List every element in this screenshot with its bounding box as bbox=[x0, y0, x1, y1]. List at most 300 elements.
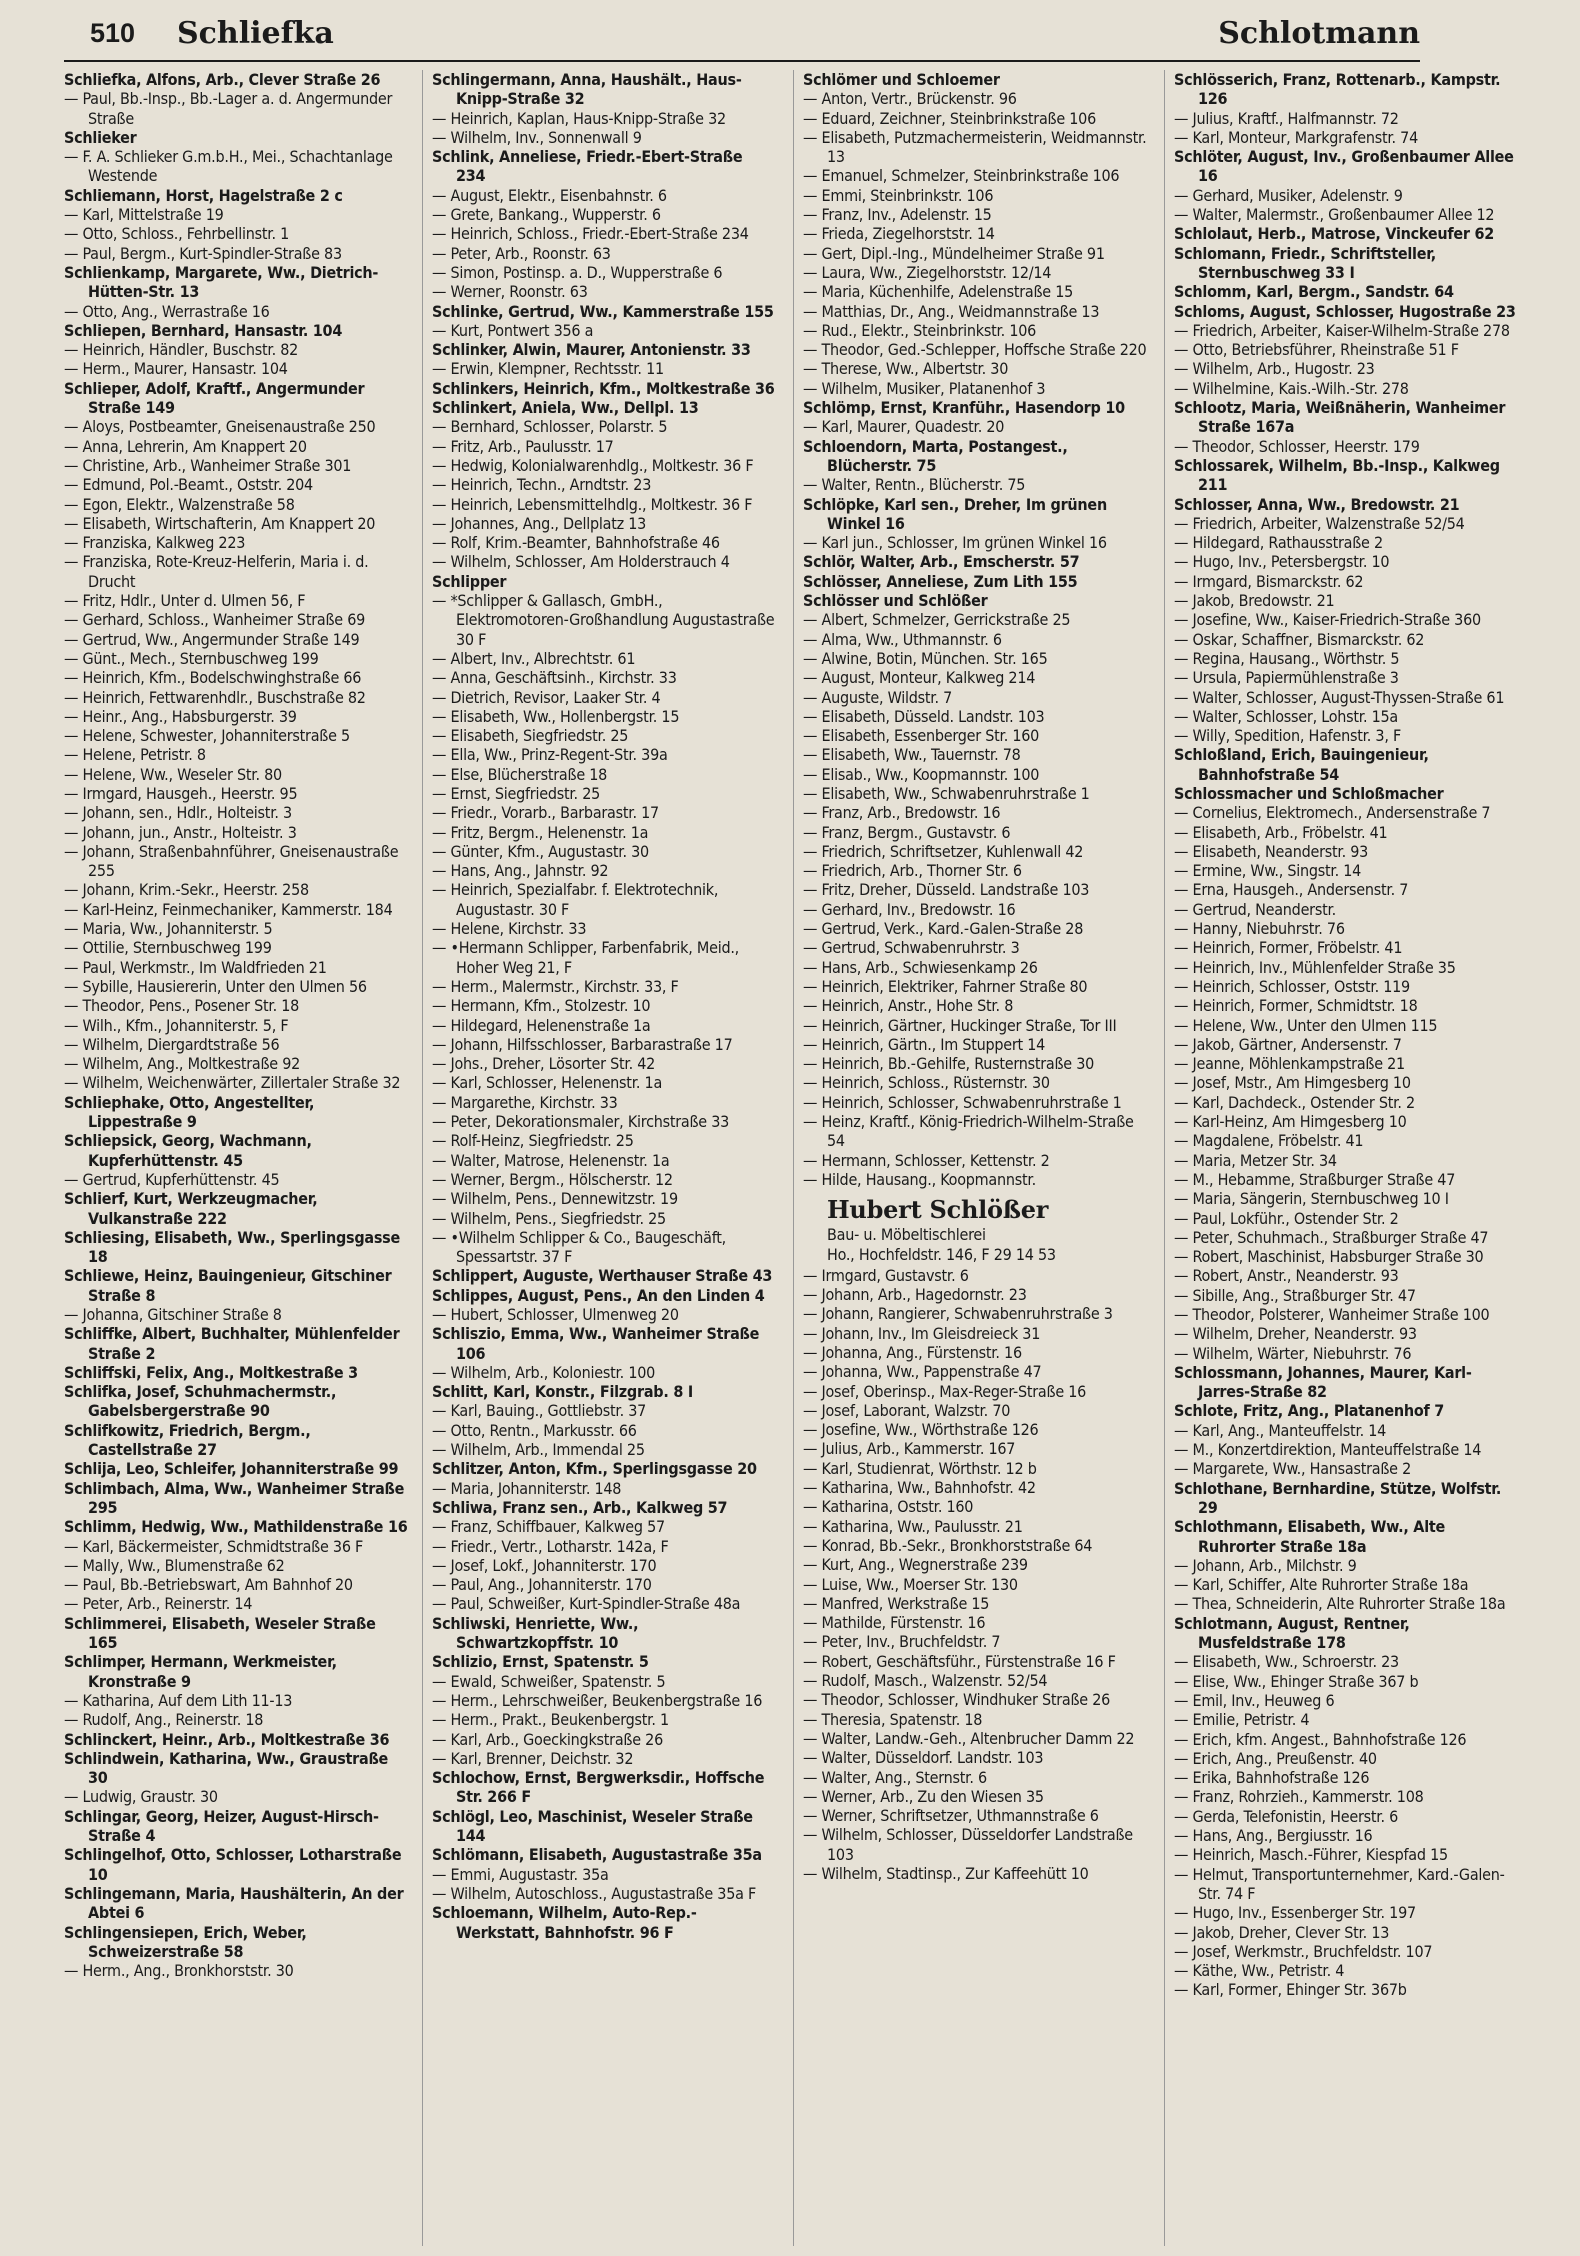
directory-entry: — Elisab., Ww., Koopmannstr. 100 bbox=[803, 764, 1040, 784]
directory-entry: Schliwski, Henriette, Ww., Schwartzkopffstr. 10 bbox=[432, 1613, 639, 1653]
directory-entry: Schlitzer, Anton, Kfm., Sperlingsgasse 20 bbox=[432, 1459, 757, 1479]
directory-entry: — Heinrich, Gärtn., Im Stuppert 14 bbox=[803, 1034, 1046, 1054]
directory-entry: Schlitt, Karl, Konstr., Filzgrab. 8 I bbox=[432, 1382, 693, 1402]
advertisement bbox=[803, 1195, 1147, 1264]
directory-entry: — Auguste, Wildstr. 7 bbox=[803, 687, 952, 707]
directory-entry: — Karl, Schlosser, Helenenstr. 1a bbox=[432, 1073, 663, 1093]
directory-entry: — Theodor, Polsterer, Wanheimer Straße 100 bbox=[1174, 1305, 1490, 1324]
directory-entry: Schlote, Fritz, Ang., Platanenhof 7 bbox=[1174, 1401, 1445, 1421]
directory-entry: Schlömann, Elisabeth, Augustastraße 35a bbox=[432, 1845, 762, 1865]
directory-entry: — Wilhelmine, Kais.-Wilh.-Str. 278 bbox=[1174, 378, 1409, 398]
directory-entry: — Gert, Dipl.-Ing., Mündelheimer Straße 91 bbox=[803, 243, 1105, 263]
directory-entry: Schloemann, Wilhelm, Auto-Rep.-Werkstatt, Bahnhofstr. 96 F bbox=[432, 1903, 697, 1942]
directory-entry: — Emanuel, Schmelzer, Steinbrinkstraße 106 bbox=[803, 166, 1120, 186]
directory-entry: — Maria, Johanniterstr. 148 bbox=[432, 1478, 622, 1498]
directory-entry: — Friedr., Vorarb., Barbarastr. 17 bbox=[432, 803, 659, 823]
directory-entry: — Heinrich, Elektriker, Fahrner Straße 80 bbox=[803, 976, 1088, 996]
directory-entry: — Alma, Ww., Uthmannstr. 6 bbox=[803, 629, 1002, 649]
directory-entry: — Wilhelm, Arb., Hugostr. 23 bbox=[1174, 359, 1375, 379]
directory-entry: — Jeanne, Möhlenkampstraße 21 bbox=[1174, 1054, 1405, 1074]
directory-entry: Schlömer und Schloemer bbox=[803, 70, 1000, 89]
directory-entry: — Friedr., Vertr., Lotharstr. 142a, F bbox=[432, 1536, 669, 1556]
directory-entry: — Elisabeth, Arb., Fröbelstr. 41 bbox=[1174, 822, 1388, 842]
directory-entry: — Hans, Ang., Jahnstr. 92 bbox=[432, 861, 609, 881]
directory-entry: — Hermann, Schlosser, Kettenstr. 2 bbox=[803, 1150, 1050, 1170]
directory-entry: Schlothane, Bernhardine, Stütze, Wolfstr. 29 bbox=[1174, 1478, 1502, 1517]
directory-entry: — Walter, Landw.-Geh., Altenbrucher Damm 22 bbox=[803, 1728, 1135, 1748]
directory-entry: Schlingelhof, Otto, Schlosser, Lotharstraße 10 bbox=[64, 1845, 402, 1884]
directory-entry: — Julius, Kraftf., Halfmannstr. 72 bbox=[1174, 108, 1399, 128]
directory-entry: — Magdalene, Fröbelstr. 41 bbox=[1174, 1131, 1364, 1151]
directory-entry: — Ludwig, Graustr. 30 bbox=[64, 1787, 218, 1807]
directory-entry: — Walter, Schlosser, August-Thyssen-Straße 61 bbox=[1174, 687, 1505, 707]
directory-entry: — Wilhelm, Wärter, Niebuhrstr. 76 bbox=[1174, 1343, 1412, 1363]
directory-entry: — Emil, Inv., Heuweg 6 bbox=[1174, 1690, 1335, 1710]
directory-entry: — Friedrich, Arbeiter, Kaiser-Wilhelm-Straße 278 bbox=[1174, 320, 1510, 340]
directory-entry: Schlotmann, August, Rentner, Musfeldstraße 178 bbox=[1174, 1613, 1410, 1653]
directory-entry: — Elisabeth, Siegfriedstr. 25 bbox=[432, 726, 629, 746]
directory-entry: Schlipper bbox=[432, 571, 507, 591]
directory-entry: — Josefine, Ww., Wörthstraße 126 bbox=[803, 1420, 1039, 1440]
directory-entry: — Walter, Malermstr., Großenbaumer Allee 12 bbox=[1174, 205, 1495, 225]
directory-entry: — Helene, Schwester, Johanniterstraße 5 bbox=[64, 726, 350, 746]
directory-entry: — Theodor, Pens., Posener Str. 18 bbox=[64, 996, 300, 1016]
directory-entry: — Sibille, Ang., Straßburger Str. 47 bbox=[1174, 1285, 1416, 1305]
column-2 bbox=[432, 70, 776, 2246]
directory-entry: — Heinrich, Lebensmittelhdlg., Moltkestr. 36 F bbox=[432, 494, 753, 514]
directory-entry: — Fritz, Dreher, Düsseld. Landstraße 103 bbox=[803, 880, 1090, 900]
directory-entry: — Theodor, Schlosser, Windhuker Straße 26 bbox=[803, 1690, 1111, 1710]
directory-entry: — Wilhelm, Pens., Siegfriedstr. 25 bbox=[432, 1208, 666, 1228]
directory-entry: — Hermann, Kfm., Stolzestr. 10 bbox=[432, 996, 651, 1016]
directory-entry: — Ottilie, Sternbuschweg 199 bbox=[64, 938, 272, 958]
directory-entry: — Erika, Bahnhofstraße 126 bbox=[1174, 1768, 1370, 1788]
directory-entry: — Manfred, Werkstraße 15 bbox=[803, 1593, 990, 1613]
directory-entry: — Anna, Geschäftsinh., Kirchstr. 33 bbox=[432, 668, 677, 688]
directory-entry: — Wilhelm, Arb., Koloniestr. 100 bbox=[432, 1362, 656, 1382]
directory-entry: — Helene, Petristr. 8 bbox=[64, 745, 206, 765]
directory-entry: — Heinrich, Anstr., Hohe Str. 8 bbox=[803, 996, 1014, 1016]
directory-entry: — Helene, Ww., Unter den Ulmen 115 bbox=[1174, 1015, 1438, 1035]
directory-entry: — Kurt, Pontwert 356 a bbox=[432, 320, 594, 340]
directory-entry: — Grete, Bankang., Wupperstr. 6 bbox=[432, 205, 661, 225]
directory-entry: — Franz, Rohrzieh., Kammerstr. 108 bbox=[1174, 1787, 1424, 1807]
right-running-head: Schlotmann bbox=[1218, 16, 1420, 51]
advertisement-line: Ho., Hochfeldstr. 146, F 29 14 53 bbox=[827, 1244, 1056, 1264]
directory-entry: — Werner, Schriftsetzer, Uthmannstraße 6 bbox=[803, 1806, 1099, 1826]
directory-entry: Schlolaut, Herb., Matrose, Vinckeufer 62 bbox=[1174, 224, 1494, 244]
directory-entry: Schlossmann, Johannes, Maurer, Karl-Jarres-Straße 82 bbox=[1174, 1362, 1472, 1402]
directory-entry: — Elisabeth, Ww., Schroerstr. 23 bbox=[1174, 1652, 1399, 1672]
directory-entry: — Hans, Ang., Bergiusstr. 16 bbox=[1174, 1826, 1373, 1846]
directory-entry: Schlinke, Gertrud, Ww., Kammerstraße 155 bbox=[432, 301, 774, 321]
directory-entry: — Cornelius, Elektromech., Andersenstraße 7 bbox=[1174, 803, 1491, 823]
directory-entry: — Ewald, Schweißer, Spatenstr. 5 bbox=[432, 1671, 666, 1691]
directory-entry: — Werner, Arb., Zu den Wiesen 35 bbox=[803, 1786, 1044, 1806]
directory-entry: — Johanna, Ww., Pappenstraße 47 bbox=[803, 1362, 1042, 1382]
directory-entry: — Heinrich, Spezialfabr. f. Elektrotechnik, Augustastr. 30 F bbox=[432, 880, 719, 919]
directory-entry: — Franz, Schiffbauer, Kalkweg 57 bbox=[432, 1517, 665, 1537]
directory-entry: — Wilhelm, Autoschloss., Augustastraße 35a F bbox=[432, 1883, 757, 1903]
directory-entry: — Elisabeth, Putzmachermeisterin, Weidmannstr. 13 bbox=[803, 127, 1147, 167]
directory-entry: — Alwine, Botin, München. Str. 165 bbox=[803, 648, 1048, 668]
directory-entry: — Josef, Laborant, Walzstr. 70 bbox=[803, 1400, 1011, 1420]
directory-entry: Schlifka, Josef, Schuhmachermstr., Gabelsbergerstraße 90 bbox=[64, 1382, 337, 1421]
directory-entry: — Günt., Mech., Sternbuschweg 199 bbox=[64, 648, 319, 668]
directory-entry: — Karl, Former, Ehinger Str. 367b bbox=[1174, 1980, 1407, 2000]
directory-entry: — Josef, Lokf., Johanniterstr. 170 bbox=[432, 1555, 657, 1575]
directory-entry: — Helene, Kirchstr. 33 bbox=[432, 919, 587, 939]
directory-entry: — Hildegard, Helenenstraße 1a bbox=[432, 1015, 651, 1035]
directory-entry: — Karl, Monteur, Markgrafenstr. 74 bbox=[1174, 127, 1418, 147]
directory-entry: Schlinckert, Heinr., Arb., Moltkestraße 36 bbox=[64, 1729, 390, 1749]
directory-entry: — Wilh., Kfm., Johanniterstr. 5, F bbox=[64, 1015, 289, 1035]
directory-entry: — Sybille, Hausiererin, Unter den Ulmen 56 bbox=[64, 976, 367, 996]
directory-entry: — Irmgard, Bismarckstr. 62 bbox=[1174, 571, 1364, 591]
directory-entry: — Gerhard, Inv., Bredowstr. 16 bbox=[803, 899, 1016, 919]
directory-entry: — Laura, Ww., Ziegelhorststr. 12/14 bbox=[803, 262, 1052, 282]
directory-entry: — Bernhard, Schlosser, Polarstr. 5 bbox=[432, 417, 668, 437]
directory-entry: Schliepen, Bernhard, Hansastr. 104 bbox=[64, 320, 343, 340]
directory-entry: — Paul, Lokführ., Ostender Str. 2 bbox=[1174, 1208, 1399, 1228]
column-3 bbox=[803, 70, 1147, 2246]
directory-entry: Schlija, Leo, Schleifer, Johanniterstraße 99 bbox=[64, 1459, 399, 1479]
directory-entry: — Karl, Bauing., Gottliebstr. 37 bbox=[432, 1401, 647, 1421]
directory-entry: — Wilhelm, Dreher, Neanderstr. 93 bbox=[1174, 1324, 1417, 1344]
directory-entry: — •Hermann Schlipper, Farbenfabrik, Meid., Hoher Weg 21, F bbox=[432, 938, 739, 977]
directory-entry: — Otto, Schloss., Fehrbellinstr. 1 bbox=[64, 224, 290, 244]
directory-entry: — Mathilde, Fürstenstr. 16 bbox=[803, 1613, 986, 1633]
directory-entry: — Johann, Arb., Hagedornstr. 23 bbox=[803, 1285, 1027, 1305]
directory-entry: — Heinrich, Fettwarenhdlr., Buschstraße 82 bbox=[64, 687, 366, 707]
directory-entry: Schlör, Walter, Arb., Emscherstr. 57 bbox=[803, 552, 1080, 572]
directory-entry: — Simon, Postinsp. a. D., Wupperstraße 6 bbox=[432, 262, 723, 282]
directory-entry: — Paul, Bergm., Kurt-Spindler-Straße 83 bbox=[64, 243, 342, 263]
directory-entry: — Herm., Ang., Bronkhorststr. 30 bbox=[64, 1961, 294, 1981]
directory-entry: — Peter, Dekorationsmaler, Kirchstraße 33 bbox=[432, 1112, 730, 1132]
directory-entry: — Johann, jun., Anstr., Holteistr. 3 bbox=[64, 822, 297, 842]
directory-entry: — Else, Blücherstraße 18 bbox=[432, 764, 608, 784]
directory-entry: — Paul, Werkmstr., Im Waldfrieden 21 bbox=[64, 957, 327, 977]
directory-entry: — Karl, Studienrat, Wörthstr. 12 b bbox=[803, 1458, 1037, 1478]
directory-entry: — August, Monteur, Kalkweg 214 bbox=[803, 668, 1036, 688]
directory-entry: Schlingensiepen, Erich, Weber, Schweizerstraße 58 bbox=[64, 1922, 307, 1961]
directory-entry: — Paul, Ang., Johanniterstr. 170 bbox=[432, 1575, 652, 1595]
directory-entry: — Hans, Arb., Schwiesenkamp 26 bbox=[803, 957, 1038, 977]
directory-entry: — Rolf-Heinz, Siegfriedstr. 25 bbox=[432, 1131, 634, 1151]
directory-entry: — Gerhard, Musiker, Adelenstr. 9 bbox=[1174, 185, 1403, 205]
directory-entry: — •Wilhelm Schlipper & Co., Baugeschäft, Spessartstr. 37 F bbox=[432, 1227, 726, 1267]
directory-entry: Schliwa, Franz sen., Arb., Kalkweg 57 bbox=[432, 1497, 728, 1517]
directory-entry: — Johann, Rangierer, Schwabenruhrstraße 3 bbox=[803, 1304, 1113, 1324]
directory-entry: — Rudolf, Masch., Walzenstr. 52/54 bbox=[803, 1671, 1048, 1691]
directory-entry: — Herm., Prakt., Beukenbergstr. 1 bbox=[432, 1710, 669, 1730]
directory-entry: — Walter, Düsseldorf. Landstr. 103 bbox=[803, 1748, 1044, 1768]
directory-entry: — Hanny, Niebuhrstr. 76 bbox=[1174, 919, 1345, 939]
directory-entry: — Heinrich, Kfm., Bodelschwinghstraße 66 bbox=[64, 668, 362, 688]
directory-entry: — Herm., Malermstr., Kirchstr. 33, F bbox=[432, 976, 679, 996]
directory-entry: — Wilhelm, Schlosser, Düsseldorfer Landstraße 103 bbox=[803, 1825, 1133, 1864]
directory-entry: — Karl-Heinz, Feinmechaniker, Kammerstr. 184 bbox=[64, 899, 393, 919]
directory-entry: — Johann, Inv., Im Gleisdreieck 31 bbox=[803, 1323, 1041, 1343]
directory-entry: — Maria, Ww., Johanniterstr. 5 bbox=[64, 919, 273, 939]
directory-entry: — Elisabeth, Essenberger Str. 160 bbox=[803, 726, 1040, 746]
directory-entry: — Fritz, Hdlr., Unter d. Ulmen 56, F bbox=[64, 591, 306, 611]
directory-entry: — Walter, Schlosser, Lohstr. 15a bbox=[1174, 706, 1398, 726]
directory-entry: — Hildegard, Rathausstraße 2 bbox=[1174, 533, 1383, 553]
directory-entry: Schliffski, Felix, Ang., Moltkestraße 3 bbox=[64, 1362, 358, 1382]
directory-entry: — Ursula, Papiermühlenstraße 3 bbox=[1174, 668, 1399, 688]
directory-entry: — Robert, Geschäftsführ., Fürstenstraße 16 F bbox=[803, 1651, 1116, 1671]
directory-entry: — Matthias, Dr., Ang., Weidmannstraße 13 bbox=[803, 301, 1100, 321]
directory-entry: — Karl, Brenner, Deichstr. 32 bbox=[432, 1748, 634, 1768]
directory-entry: Schlöpke, Karl sen., Dreher, Im grünen Winkel 16 bbox=[803, 494, 1107, 533]
directory-entry: — Julius, Arb., Kammerstr. 167 bbox=[803, 1439, 1016, 1459]
directory-entry: — Wilhelm, Arb., Immendal 25 bbox=[432, 1440, 645, 1460]
directory-entry: Schloms, August, Schlosser, Hugostraße 23 bbox=[1174, 301, 1516, 321]
directory-entry: — Anna, Lehrerin, Am Knappert 20 bbox=[64, 436, 307, 456]
directory-entry: — Wilhelm, Schlosser, Am Holderstrauch 4 bbox=[432, 552, 730, 572]
directory-entry: — Franziska, Rote-Kreuz-Helferin, Maria i. d. Drucht bbox=[64, 552, 369, 591]
column-divider bbox=[793, 70, 794, 2246]
advertisement-name: Hubert Schlößer bbox=[827, 1195, 1049, 1225]
directory-entry: — Ermine, Ww., Singstr. 14 bbox=[1174, 861, 1362, 881]
directory-entry: — Elisabeth, Ww., Tauernstr. 78 bbox=[803, 745, 1021, 765]
directory-entry: — Ella, Ww., Prinz-Regent-Str. 39a bbox=[432, 745, 668, 765]
directory-entry: — Albert, Inv., Albrechtstr. 61 bbox=[432, 648, 636, 668]
directory-entry: — Katharina, Ww., Bahnhofstr. 42 bbox=[803, 1478, 1036, 1498]
directory-entry: — M., Konzertdirektion, Manteuffelstraße 14 bbox=[1174, 1440, 1482, 1460]
directory-entry: — Peter, Arb., Roonstr. 63 bbox=[432, 243, 611, 263]
directory-entry: Schlinkert, Aniela, Ww., Dellpl. 13 bbox=[432, 398, 699, 418]
directory-entry: Schlömp, Ernst, Kranführ., Hasendorp 10 bbox=[803, 398, 1125, 418]
directory-entry: — Walter, Ang., Sternstr. 6 bbox=[803, 1767, 987, 1787]
directory-entry: — Karl, Dachdeck., Ostender Str. 2 bbox=[1174, 1092, 1415, 1112]
directory-entry: — Karl, Schiffer, Alte Ruhrorter Straße 18a bbox=[1174, 1575, 1469, 1595]
directory-entry: Schlomann, Friedr., Schriftsteller, Sternbuschweg 33 I bbox=[1174, 243, 1436, 282]
directory-entry: Schlippert, Auguste, Werthauser Straße 43 bbox=[432, 1266, 773, 1286]
directory-entry: Schliesing, Elisabeth, Ww., Sperlingsgasse 18 bbox=[64, 1227, 401, 1267]
directory-entry: Schlösserich, Franz, Rottenarb., Kampstr. 126 bbox=[1174, 70, 1501, 109]
directory-entry: Schlindwein, Katharina, Ww., Graustraße 30 bbox=[64, 1748, 389, 1788]
directory-entry: — Irmgard, Hausgeh., Heerstr. 95 bbox=[64, 783, 298, 803]
directory-entry: — Emmi, Augustastr. 35a bbox=[432, 1864, 609, 1884]
directory-entry: — Maria, Sängerin, Sternbuschweg 10 I bbox=[1174, 1189, 1449, 1209]
directory-entry: Schliepsick, Georg, Wachmann, Kupferhüttenstr. 45 bbox=[64, 1131, 312, 1170]
directory-entry: Schlieper, Adolf, Kraftf., Angermunder Straße 149 bbox=[64, 378, 365, 418]
directory-entry: — Jakob, Gärtner, Andersenstr. 7 bbox=[1174, 1034, 1402, 1054]
directory-entry: — Otto, Rentn., Markusstr. 66 bbox=[432, 1420, 637, 1440]
directory-entry: — Robert, Maschinist, Habsburger Straße 30 bbox=[1174, 1247, 1484, 1267]
directory-entry: — Albert, Schmelzer, Gerrickstraße 25 bbox=[803, 610, 1071, 630]
directory-entry: — Gerhard, Schloss., Wanheimer Straße 69 bbox=[64, 610, 366, 630]
directory-entry: — F. A. Schlieker G.m.b.H., Mei., Schachtanlage Westende bbox=[64, 147, 393, 186]
directory-entry: Schlothmann, Elisabeth, Ww., Alte Ruhrorter Straße 18a bbox=[1174, 1517, 1446, 1556]
directory-entry: — Franz, Bergm., Gustavstr. 6 bbox=[803, 822, 1011, 842]
header-rule bbox=[64, 60, 1420, 62]
directory-entry: — Maria, Metzer Str. 34 bbox=[1174, 1150, 1337, 1170]
directory-entry: — Heinz, Kraftf., König-Friedrich-Wilhelm-Straße 54 bbox=[803, 1112, 1134, 1151]
directory-entry: Schlimm, Hedwig, Ww., Mathildenstraße 16 bbox=[64, 1517, 408, 1537]
column-divider bbox=[422, 70, 423, 2246]
directory-entry: Schlomm, Karl, Bergm., Sandstr. 64 bbox=[1174, 282, 1454, 302]
directory-entry: Schliewe, Heinz, Bauingenieur, Gitschiner Straße 8 bbox=[64, 1266, 392, 1305]
directory-entry: — Theodor, Schlosser, Heerstr. 179 bbox=[1174, 436, 1420, 456]
directory-entry: — Anton, Vertr., Brückenstr. 96 bbox=[803, 89, 1017, 109]
directory-entry: Schlöter, August, Inv., Großenbaumer Allee 16 bbox=[1174, 147, 1514, 186]
directory-entry: — Theresia, Spatenstr. 18 bbox=[803, 1709, 983, 1729]
directory-entry: — Paul, Schweißer, Kurt-Spindler-Straße 48a bbox=[432, 1594, 741, 1614]
directory-entry: — Jakob, Dreher, Clever Str. 13 bbox=[1174, 1922, 1390, 1942]
directory-entry: — Rud., Elektr., Steinbrinkstr. 106 bbox=[803, 320, 1037, 340]
directory-entry: — Franziska, Kalkweg 223 bbox=[64, 533, 246, 553]
directory-entry: — Fritz, Bergm., Helenenstr. 1a bbox=[432, 822, 649, 842]
directory-entry: — Josef, Oberinsp., Max-Reger-Straße 16 bbox=[803, 1381, 1087, 1401]
directory-entry: Schliephake, Otto, Angestellter, Lippestraße 9 bbox=[64, 1092, 315, 1132]
directory-entry: — Johann, Arb., Milchstr. 9 bbox=[1174, 1555, 1357, 1575]
directory-entry: — Eduard, Zeichner, Steinbrinkstraße 106 bbox=[803, 108, 1096, 128]
directory-entry: — Elise, Ww., Ehinger Straße 367 b bbox=[1174, 1671, 1419, 1691]
directory-entry: — Heinrich, Schloss., Friedr.-Ebert-Straße 234 bbox=[432, 224, 749, 244]
directory-entry: Schlinker, Alwin, Maurer, Antonienstr. 33 bbox=[432, 340, 751, 360]
directory-entry: — Gertrud, Kupferhüttenstr. 45 bbox=[64, 1169, 280, 1189]
directory-entry: — Heinrich, Schlosser, Schwabenruhrstraße 1 bbox=[803, 1092, 1122, 1112]
directory-entry: — Peter, Schuhmach., Straßburger Straße 47 bbox=[1174, 1227, 1489, 1247]
directory-entry: — Johann, Krim.-Sekr., Heerstr. 258 bbox=[64, 880, 309, 900]
directory-entry: — Erich, Ang., Preußenstr. 40 bbox=[1174, 1748, 1377, 1768]
directory-entry: — Heinrich, Former, Schmidtstr. 18 bbox=[1174, 996, 1418, 1016]
directory-entry: — Paul, Bb.-Betriebswart, Am Bahnhof 20 bbox=[64, 1575, 353, 1595]
directory-entry: — Mally, Ww., Blumenstraße 62 bbox=[64, 1555, 285, 1575]
directory-entry: — Irmgard, Gustavstr. 6 bbox=[803, 1265, 969, 1285]
directory-entry: — Regina, Hausang., Wörthstr. 5 bbox=[1174, 648, 1400, 668]
directory-entry: — Herm., Maurer, Hansastr. 104 bbox=[64, 359, 288, 379]
directory-entry: — Heinrich, Masch.-Führer, Kiespfad 15 bbox=[1174, 1845, 1448, 1865]
directory-entry: — Gertrud, Schwabenruhrstr. 3 bbox=[803, 938, 1020, 958]
directory-entry: Schliszio, Emma, Ww., Wanheimer Straße 106 bbox=[432, 1324, 760, 1363]
directory-entry: — *Schlipper & Gallasch, GmbH., Elektromotoren-Großhandlung Augustastraße 30 F bbox=[432, 591, 775, 649]
directory-entry: — Wilhelm, Stadtinsp., Zur Kaffeehütt 10 bbox=[803, 1864, 1089, 1884]
directory-entry: — Johann, sen., Hdlr., Holteistr. 3 bbox=[64, 803, 292, 823]
directory-entry: — Wilhelm, Ang., Moltkestraße 92 bbox=[64, 1054, 300, 1074]
directory-entry: — Friedrich, Schriftsetzer, Kuhlenwall 42 bbox=[803, 841, 1084, 861]
directory-entry: — Elisabeth, Ww., Hollenbergstr. 15 bbox=[432, 706, 680, 726]
directory-entry: Schlingermann, Anna, Haushält., Haus-Knipp-Straße 32 bbox=[432, 70, 742, 109]
directory-entry: — Frieda, Ziegelhorststr. 14 bbox=[803, 224, 995, 244]
directory-entry: — Luise, Ww., Moerser Str. 130 bbox=[803, 1574, 1018, 1594]
directory-entry: — Fritz, Arb., Paulusstr. 17 bbox=[432, 436, 614, 456]
directory-entry: Schlootz, Maria, Weißnäherin, Wanheimer Straße 167a bbox=[1174, 398, 1506, 437]
directory-entry: — Hubert, Schlosser, Ulmenweg 20 bbox=[432, 1305, 679, 1324]
directory-entry: — Werner, Roonstr. 63 bbox=[432, 282, 588, 302]
directory-entry: — Johannes, Ang., Dellplatz 13 bbox=[432, 513, 647, 533]
directory-entry: — Wilhelm, Diergardtstraße 56 bbox=[64, 1034, 280, 1054]
directory-entry: — Karl, Ang., Manteuffelstr. 14 bbox=[1174, 1420, 1387, 1440]
directory-entry: Schliefka, Alfons, Arb., Clever Straße 26 bbox=[64, 70, 381, 89]
directory-entry: — Johann, Straßenbahnführer, Gneisenaustraße 255 bbox=[64, 841, 399, 881]
directory-entry: Schloßland, Erich, Bauingenieur, Bahnhofstraße 54 bbox=[1174, 745, 1429, 784]
directory-entry: — Paul, Bb.-Insp., Bb.-Lager a. d. Angermunder Straße bbox=[64, 89, 393, 128]
directory-entry: — Katharina, Ww., Paulusstr. 21 bbox=[803, 1516, 1023, 1536]
directory-entry: — Oskar, Schaffner, Bismarckstr. 62 bbox=[1174, 629, 1425, 649]
directory-entry: — Thea, Schneiderin, Alte Ruhrorter Straße 18a bbox=[1174, 1594, 1506, 1614]
directory-entry: — Karl jun., Schlosser, Im grünen Winkel 16 bbox=[803, 533, 1107, 553]
directory-entry: — Johann, Hilfsschlosser, Barbarastraße 17 bbox=[432, 1034, 733, 1054]
directory-entry: — Peter, Arb., Reinerstr. 14 bbox=[64, 1594, 253, 1614]
directory-entry: — Edmund, Pol.-Beamt., Oststr. 204 bbox=[64, 475, 313, 495]
directory-entry: — Heinrich, Techn., Arndtstr. 23 bbox=[432, 475, 652, 495]
directory-entry: — Hedwig, Kolonialwarenhdlg., Moltkestr. 36 F bbox=[432, 455, 754, 475]
directory-entry: Schloendorn, Marta, Postangest., Blücherstr. 75 bbox=[803, 436, 1068, 475]
advertisement-line: Bau- u. Möbeltischlerei bbox=[827, 1225, 986, 1245]
directory-entry: — Konrad, Bb.-Sekr., Bronkhorststraße 64 bbox=[803, 1535, 1093, 1555]
directory-entry: — Käthe, Ww., Petristr. 4 bbox=[1174, 1961, 1345, 1981]
directory-entry: — Elisabeth, Düsseld. Landstr. 103 bbox=[803, 706, 1045, 726]
directory-entry: — Heinrich, Schlosser, Oststr. 119 bbox=[1174, 976, 1410, 996]
directory-entry: — Christine, Arb., Wanheimer Straße 301 bbox=[64, 455, 352, 475]
directory-entry: Schliffke, Albert, Buchhalter, Mühlenfelder Straße 2 bbox=[64, 1324, 400, 1363]
directory-entry: — Otto, Betriebsführer, Rheinstraße 51 F bbox=[1174, 340, 1459, 360]
directory-entry: — Erna, Hausgeh., Andersenstr. 7 bbox=[1174, 880, 1409, 900]
directory-entry: — Josefine, Ww., Kaiser-Friedrich-Straße 360 bbox=[1174, 610, 1481, 630]
directory-entry: — Rolf, Krim.-Beamter, Bahnhofstraße 46 bbox=[432, 533, 720, 553]
directory-entry: — Herm., Lehrschweißer, Beukenbergstraße 16 bbox=[432, 1690, 763, 1710]
directory-entry: — Friedrich, Arb., Thorner Str. 6 bbox=[803, 861, 1022, 881]
column-4 bbox=[1174, 70, 1518, 2246]
directory-entry: Schlimbach, Alma, Ww., Wanheimer Straße 295 bbox=[64, 1478, 405, 1517]
directory-entry: — Johanna, Ang., Fürstenstr. 16 bbox=[803, 1343, 1022, 1362]
directory-entry: Schlösser, Anneliese, Zum Lith 155 bbox=[803, 571, 1078, 591]
left-running-head: Schliefka bbox=[177, 16, 334, 51]
directory-entry: Schlizio, Ernst, Spatenstr. 5 bbox=[432, 1652, 649, 1672]
directory-entry: — Wilhelm, Inv., Sonnenwall 9 bbox=[432, 127, 642, 147]
directory-entry: — Gertrud, Neanderstr. bbox=[1174, 899, 1336, 919]
directory-entry: — Johanna, Gitschiner Straße 8 bbox=[64, 1305, 282, 1324]
directory-entry: — Jakob, Bredowstr. 21 bbox=[1174, 591, 1335, 611]
directory-entry: Schlieker bbox=[64, 127, 137, 147]
directory-entry: — Heinrich, Händler, Buschstr. 82 bbox=[64, 340, 299, 360]
directory-entry: — Wilhelm, Musiker, Platanenhof 3 bbox=[803, 378, 1046, 398]
directory-entry: — M., Hebamme, Straßburger Straße 47 bbox=[1174, 1169, 1456, 1189]
directory-entry: — Therese, Ww., Albertstr. 30 bbox=[803, 359, 1009, 379]
directory-entry: — Karl, Maurer, Quadestr. 20 bbox=[803, 417, 1005, 437]
directory-entry: Schlimper, Hermann, Werkmeister, Kronstraße 9 bbox=[64, 1652, 337, 1691]
directory-entry: — Erwin, Klempner, Rechtsstr. 11 bbox=[432, 359, 664, 379]
directory-entry: Schlink, Anneliese, Friedr.-Ebert-Straße 234 bbox=[432, 147, 743, 186]
directory-entry: — Heinrich, Kaplan, Haus-Knipp-Straße 32 bbox=[432, 108, 726, 128]
directory-entry: — Robert, Anstr., Neanderstr. 93 bbox=[1174, 1266, 1399, 1286]
directory-entry: — Rudolf, Ang., Reinerstr. 18 bbox=[64, 1710, 264, 1730]
directory-entry: Schlochow, Ernst, Bergwerksdir., Hoffsche Str. 266 F bbox=[432, 1768, 765, 1807]
directory-entry: — Werner, Bergm., Hölscherstr. 12 bbox=[432, 1169, 673, 1189]
directory-entry: — Katharina, Oststr. 160 bbox=[803, 1497, 974, 1517]
directory-entry: — Helene, Ww., Weseler Str. 80 bbox=[64, 764, 282, 784]
directory-entry: — Heinrich, Former, Fröbelstr. 41 bbox=[1174, 938, 1403, 958]
directory-entry: Schlösser und Schlößer bbox=[803, 591, 988, 611]
directory-entry: — Hugo, Inv., Essenberger Str. 197 bbox=[1174, 1903, 1416, 1923]
directory-entry: — August, Elektr., Eisenbahnstr. 6 bbox=[432, 185, 667, 205]
directory-entry: Schlossarek, Wilhelm, Bb.-Insp., Kalkweg 211 bbox=[1174, 455, 1500, 495]
directory-entry: Schlimmerei, Elisabeth, Weseler Straße 165 bbox=[64, 1613, 376, 1653]
directory-entry: — Heinrich, Inv., Mühlenfelder Straße 35 bbox=[1174, 957, 1456, 977]
directory-entry: — Kurt, Ang., Wegnerstraße 239 bbox=[803, 1555, 1028, 1575]
directory-entry: — Margarethe, Kirchstr. 33 bbox=[432, 1092, 618, 1112]
directory-entry: — Josef, Werkmstr., Bruchfeldstr. 107 bbox=[1174, 1941, 1433, 1961]
directory-entry: Schliemann, Horst, Hagelstraße 2 c bbox=[64, 185, 343, 205]
directory-entry: — Katharina, Auf dem Lith 11-13 bbox=[64, 1690, 293, 1710]
directory-entry: — Elisabeth, Ww., Schwabenruhrstraße 1 bbox=[803, 783, 1090, 803]
directory-entry: — Wilhelm, Weichenwärter, Zillertaler Straße 32 bbox=[64, 1073, 401, 1093]
